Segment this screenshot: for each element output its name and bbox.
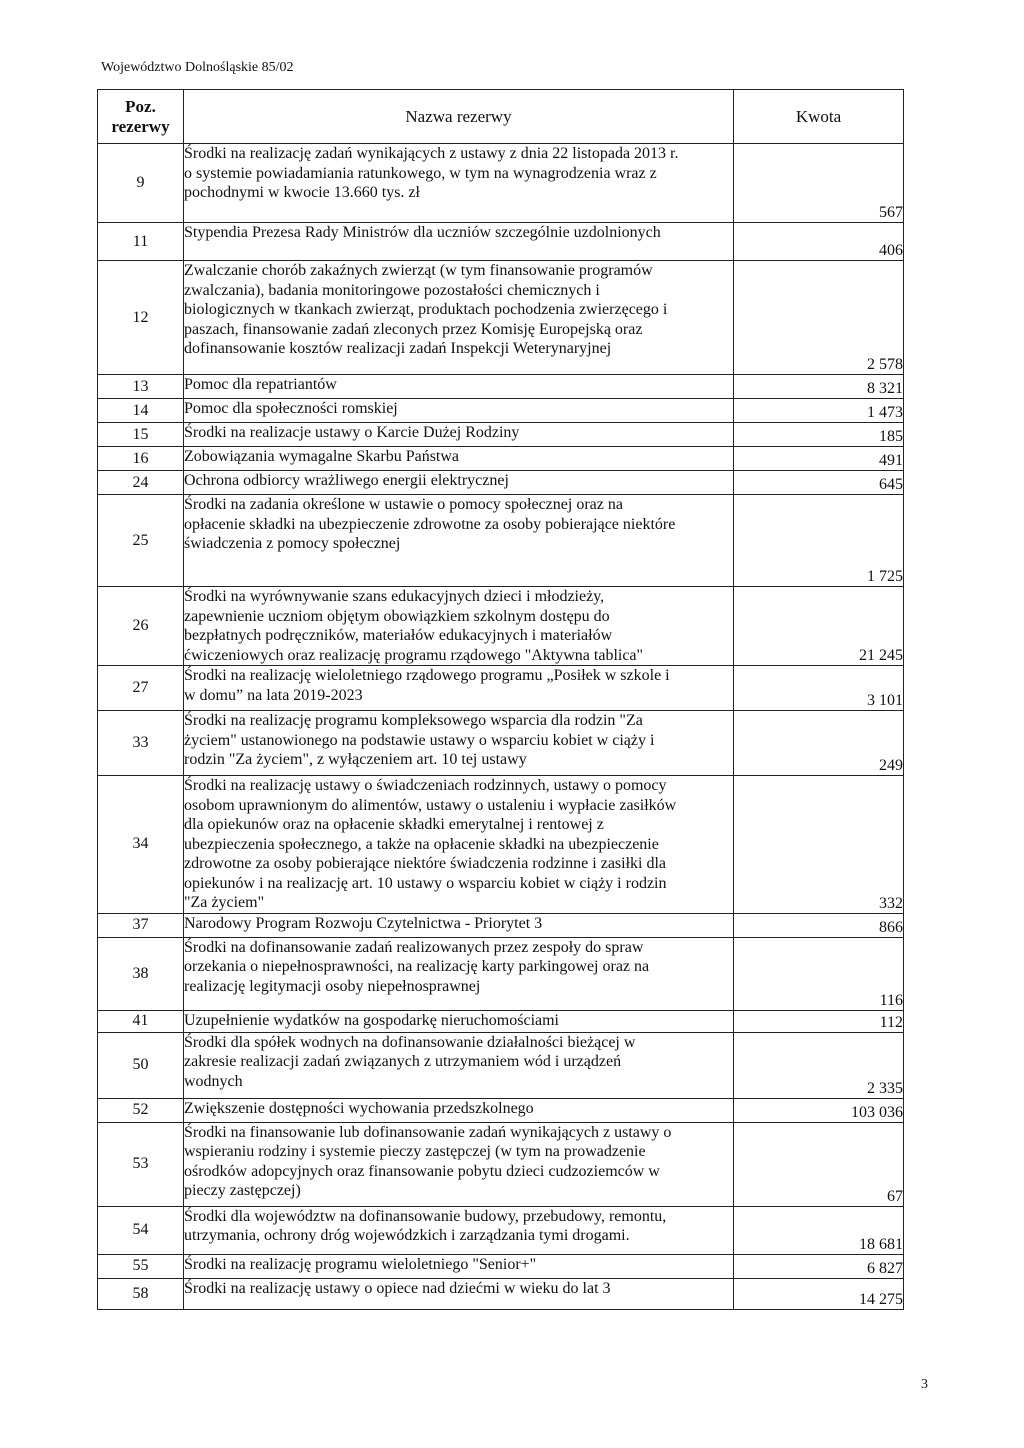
table-row	[98, 261, 904, 375]
cell-name	[184, 223, 734, 261]
cell-poz: 12	[98, 261, 184, 375]
cell-name-text: Środki na realizację zadań wynikających z ustawy z dnia 22 listopada 2013 r. o systemie powiadamiania ratunkowego, w tym na wynagrodzenia wraz z pochodnymi w kwocie 13.660 tys. zł	[184, 145, 679, 201]
cell-poz: 50	[98, 1032, 184, 1098]
cell-kwota: 3 101	[734, 666, 904, 711]
table-row	[98, 937, 904, 1010]
cell-kwota: 866	[734, 913, 904, 937]
cell-name-text: Środki na realizację wieloletniego rządowego programu „Posiłek w szkole i w domu” na lata 2019-2023	[184, 667, 670, 704]
table-row	[98, 144, 904, 223]
cell-name-text: Środki na realizację ustawy o opiece nad dziećmi w wieku do lat 3	[184, 1279, 611, 1297]
header-name-label: Nazwa rezerwy	[405, 106, 512, 126]
cell-name-text: Środki na realizację ustawy o świadczeniach rodzinnych, ustawy o pomocy osobom uprawnionym do alimentów, ustawy o ustaleniu i wypłacie zasiłków dla opiekunów oraz na opłacenie składki emerytalnej i rentowej z ubezpieczenia społecznego, a także na opłacenie składki na ubezpieczenie zdrowotne za osoby pobierające niektóre świadczenia rodzinne i zasiłki dla opiekunów i na realizację art. 10 ustawy o wsparciu kobiet w ciąży i rodzin "Za życiem"	[184, 777, 677, 911]
cell-kwota: 2 578	[734, 261, 904, 375]
header-kwota	[734, 90, 904, 144]
cell-poz: 26	[98, 587, 184, 666]
page-number: 3	[921, 1377, 928, 1392]
table-row	[98, 223, 904, 261]
cell-poz: 41	[98, 1010, 184, 1032]
cell-name-text: Zwalczanie chorób zakaźnych zwierząt (w tym finansowanie programów zwalczania), badania monitoringowe pozostałości chemicznych i biologicznych w tkankach zwierząt, produktach pochodzenia zwierzęcego i paszach, finansowanie zadań zleconych przez Komisję Europejską oraz dofinansowanie kosztów realizacji zadań Inspekcji Weterynaryjnej	[184, 262, 668, 357]
cell-kwota: 185	[734, 423, 904, 447]
table-row	[98, 471, 904, 495]
cell-name-text: Pomoc dla społeczności romskiej	[184, 400, 398, 417]
cell-name-text: Stypendia Prezesa Rady Ministrów dla uczniów szczególnie uzdolnionych	[184, 224, 661, 241]
cell-name-text: Środki na dofinansowanie zadań realizowanych przez zespoły do spraw orzekania o niepełnosprawności, na realizację karty parkingowej oraz na realizację legitymacji osoby niepełnosprawnej	[184, 938, 650, 995]
table-row	[98, 1010, 904, 1032]
cell-name	[184, 1122, 734, 1206]
cell-poz: 37	[98, 913, 184, 937]
table-row	[98, 447, 904, 471]
table-row	[98, 495, 904, 587]
cell-kwota: 8 321	[734, 375, 904, 399]
table-row	[98, 776, 904, 914]
cell-poz: 54	[98, 1206, 184, 1254]
cell-name-text: Pomoc dla repatriantów	[184, 376, 337, 393]
cell-name	[184, 495, 734, 587]
cell-name	[184, 1278, 734, 1309]
cell-name-text: Środki na realizację programu wieloletniego "Senior+"	[184, 1255, 537, 1273]
cell-poz: 14	[98, 399, 184, 423]
cell-kwota: 491	[734, 447, 904, 471]
cell-name-text: Narodowy Program Rozwoju Czytelnictwa - Priorytet 3	[184, 914, 543, 932]
table-header-row	[98, 90, 904, 144]
cell-name	[184, 776, 734, 914]
cell-poz: 58	[98, 1278, 184, 1309]
cell-name	[184, 144, 734, 223]
table-row	[98, 1032, 904, 1098]
table-row	[98, 666, 904, 711]
cell-kwota: 2 335	[734, 1032, 904, 1098]
header-name	[184, 90, 734, 144]
page-header: Województwo Dolnośląskie 85/02	[101, 60, 294, 75]
table-row	[98, 375, 904, 399]
cell-poz: 27	[98, 666, 184, 711]
table-row	[98, 423, 904, 447]
cell-kwota: 112	[734, 1010, 904, 1032]
cell-name-text: Środki na finansowanie lub dofinansowanie zadań wynikających z ustawy o wspieraniu rodziny i systemie pieczy zastępczej (w tym na prowadzenie ośrodków adopcyjnych oraz finansowanie pobytu dzieci cudzoziemców w pieczy zastępczej)	[184, 1123, 672, 1199]
cell-name	[184, 1206, 734, 1254]
cell-name	[184, 1254, 734, 1278]
header-poz	[98, 90, 184, 144]
table-row	[98, 913, 904, 937]
cell-kwota: 18 681	[734, 1206, 904, 1254]
cell-name-text: Środki dla spółek wodnych na dofinansowanie działalności bieżącej w zakresie realizacji zadań związanych z utrzymaniem wód i urządzeń wodnych	[184, 1033, 636, 1090]
cell-name-text: Środki na zadania określone w ustawie o pomocy społecznej oraz na opłacenie składki na ubezpieczenie zdrowotne za osoby pobierające niektóre świadczenia z pomocy społecznej	[184, 496, 676, 552]
cell-kwota: 406	[734, 223, 904, 261]
cell-poz: 11	[98, 223, 184, 261]
table-row	[98, 1122, 904, 1206]
header-kwota-label: Kwota	[795, 106, 842, 126]
table-row	[98, 1254, 904, 1278]
cell-kwota: 103 036	[734, 1098, 904, 1122]
cell-poz: 55	[98, 1254, 184, 1278]
table-body	[98, 144, 904, 1310]
cell-name	[184, 1010, 734, 1032]
cell-poz: 15	[98, 423, 184, 447]
table-row	[98, 1206, 904, 1254]
cell-name	[184, 1098, 734, 1122]
cell-poz: 33	[98, 711, 184, 776]
cell-poz: 38	[98, 937, 184, 1010]
cell-name-text: Środki na realizację programu kompleksowego wsparcia dla rodzin "Za życiem" ustanowionego na podstawie ustawy o wsparciu kobiet w ciąży i rodzin "Za życiem", z wyłączeniem art. 10 tej ustawy	[184, 712, 655, 768]
cell-kwota: 645	[734, 471, 904, 495]
cell-kwota: 1 473	[734, 399, 904, 423]
cell-name	[184, 913, 734, 937]
cell-name	[184, 711, 734, 776]
cell-name	[184, 423, 734, 447]
cell-kwota: 21 245	[734, 587, 904, 666]
cell-name	[184, 666, 734, 711]
cell-poz: 53	[98, 1122, 184, 1206]
cell-kwota: 567	[734, 144, 904, 223]
cell-name	[184, 937, 734, 1010]
cell-kwota: 116	[734, 937, 904, 1010]
cell-name	[184, 261, 734, 375]
table-row	[98, 1278, 904, 1309]
header-poz-label: Poz. rezerwy	[111, 96, 170, 136]
cell-poz: 13	[98, 375, 184, 399]
cell-name	[184, 471, 734, 495]
cell-kwota: 332	[734, 776, 904, 914]
cell-poz: 9	[98, 144, 184, 223]
cell-name	[184, 587, 734, 666]
table-row	[98, 587, 904, 666]
cell-poz: 25	[98, 495, 184, 587]
cell-name-text: Ochrona odbiorcy wrażliwego energii elektrycznej	[184, 472, 509, 489]
cell-poz: 16	[98, 447, 184, 471]
cell-kwota: 1 725	[734, 495, 904, 587]
cell-name	[184, 375, 734, 399]
cell-name-text: Środki na realizacje ustawy o Karcie Dużej Rodziny	[184, 424, 520, 441]
cell-kwota: 6 827	[734, 1254, 904, 1278]
cell-name-text: Zobowiązania wymagalne Skarbu Państwa	[184, 448, 460, 465]
cell-name-text: Uzupełnienie wydatków na gospodarkę nieruchomościami	[184, 1011, 559, 1029]
cell-name-text: Zwiększenie dostępności wychowania przedszkolnego	[184, 1099, 534, 1117]
table-row	[98, 1098, 904, 1122]
reserves-table	[97, 89, 904, 1310]
cell-name-text: Środki dla województw na dofinansowanie budowy, przebudowy, remontu, utrzymania, ochrony dróg wojewódzkich i zarządzania tymi drogami.	[184, 1207, 667, 1244]
cell-kwota: 67	[734, 1122, 904, 1206]
cell-name	[184, 1032, 734, 1098]
cell-poz: 34	[98, 776, 184, 914]
cell-poz: 52	[98, 1098, 184, 1122]
cell-name	[184, 399, 734, 423]
table-row	[98, 711, 904, 776]
cell-name-text: Środki na wyrównywanie szans edukacyjnych dzieci i młodzieży, zapewnienie uczniom objętym obowiązkiem szkolnym dostępu do bezpłatnych podręczników, materiałów edukacyjnych i materiałów ćwiczeniowych oraz realizację programu rządowego "Aktywna tablica"	[184, 588, 644, 664]
cell-kwota: 14 275	[734, 1278, 904, 1309]
cell-poz: 24	[98, 471, 184, 495]
cell-name	[184, 447, 734, 471]
cell-kwota: 249	[734, 711, 904, 776]
table-row	[98, 399, 904, 423]
